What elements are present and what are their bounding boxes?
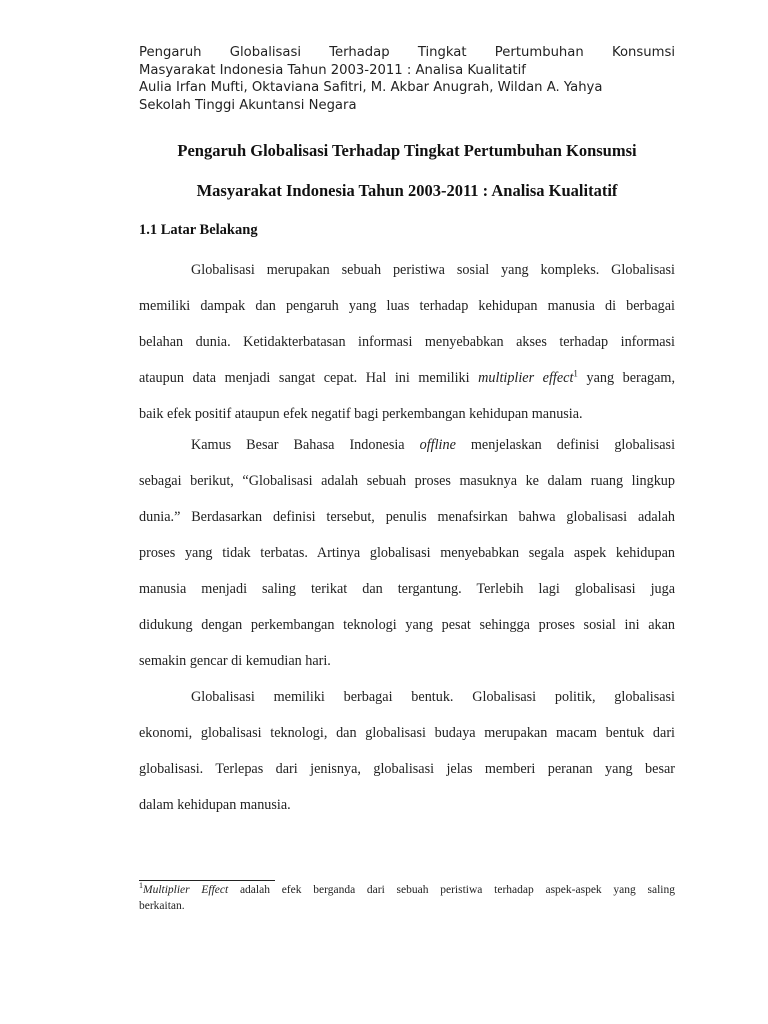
running-header-authors: Aulia Irfan Mufti, Oktaviana Safitri, M. Akbar Anugrah, Wildan A. Yahya: [139, 80, 603, 95]
paragraph-line: sebagai berikut, “Globalisasi adalah sebuah proses masuknya ke dalam ruang lingkup: [139, 473, 675, 489]
document-title-line1: Pengaruh Globalisasi Terhadap Tingkat Pertumbuhan Konsumsi: [177, 141, 637, 160]
paragraph-line: manusia menjadi saling terikat dan tergantung. Terlebih lagi globalisasi juga: [139, 581, 675, 597]
text-run: Kamus Besar Bahasa Indonesia: [191, 437, 420, 453]
emphasis-multiplier-effect: multiplier effect: [478, 370, 574, 386]
paragraph-line: dalam kehidupan manusia.: [139, 797, 291, 813]
text-run: adalah efek berganda dari sebuah peristiwa terhadap aspek-aspek yang saling: [228, 884, 675, 896]
footnote-line: [139, 882, 675, 898]
running-header: [139, 44, 675, 114]
paragraph-line: Globalisasi merupakan sebuah peristiwa sosial yang kompleks. Globalisasi: [191, 262, 675, 278]
section-heading: 1.1 Latar Belakang: [139, 222, 258, 238]
paragraph-line: proses yang tidak terbatas. Artinya globalisasi menyebabkan segala aspek kehidupan: [139, 545, 675, 561]
paragraph-line: semakin gencar di kemudian hari.: [139, 653, 331, 669]
running-header-institution: Sekolah Tinggi Akuntansi Negara: [139, 97, 357, 113]
footnote-term: Multiplier Effect: [143, 884, 229, 896]
paragraph-1: [139, 252, 675, 432]
paragraph-line: baik efek positif ataupun efek negatif bagi perkembangan kehidupan manusia.: [139, 406, 583, 422]
paragraph-line: Globalisasi memiliki berbagai bentuk. Globalisasi politik, globalisasi: [191, 689, 675, 705]
running-header-title-line1: Pengaruh Globalisasi Terhadap Tingkat Pertumbuhan Konsumsi: [139, 45, 675, 60]
paragraph-line: dunia.” Berdasarkan definisi tersebut, penulis menafsirkan bahwa globalisasi adalah: [139, 509, 675, 525]
paragraph-3: [139, 679, 675, 823]
paragraph-line: ekonomi, globalisasi teknologi, dan globalisasi budaya merupakan macam bentuk dari: [139, 725, 675, 741]
paragraph-line: memiliki dampak dan pengaruh yang luas terhadap kehidupan manusia di berbagai: [139, 298, 675, 314]
paragraph-line: belahan dunia. Ketidakterbatasan informasi menyebabkan akses terhadap informasi: [139, 334, 675, 350]
text-run: yang beragam,: [577, 370, 675, 386]
footnote-marker: 1: [139, 881, 143, 891]
paragraph-line: [139, 427, 675, 463]
paragraph-line: globalisasi. Terlepas dari jenisnya, globalisasi jelas memberi peranan yang besar: [139, 761, 675, 777]
footnote-separator: [139, 880, 275, 881]
document-title-line2: Masyarakat Indonesia Tahun 2003-2011 : Analisa Kualitatif: [196, 181, 618, 200]
footnote-reference[interactable]: 1: [573, 368, 578, 379]
text-run: menjelaskan definisi globalisasi: [455, 437, 676, 453]
text-run: ataupun data menjadi sangat cepat. Hal ini memiliki: [139, 370, 479, 386]
footnote: [139, 882, 675, 914]
paragraph-line: didukung dengan perkembangan teknologi yang pesat sehingga proses sosial ini akan: [139, 617, 675, 633]
running-header-title-line2: Masyarakat Indonesia Tahun 2003-2011 : Analisa Kualitatif: [139, 62, 526, 78]
paragraph-2: [139, 427, 675, 679]
emphasis-offline: offline: [419, 437, 456, 453]
footnote-line: berkaitan.: [139, 900, 185, 912]
paragraph-line: [139, 360, 675, 396]
